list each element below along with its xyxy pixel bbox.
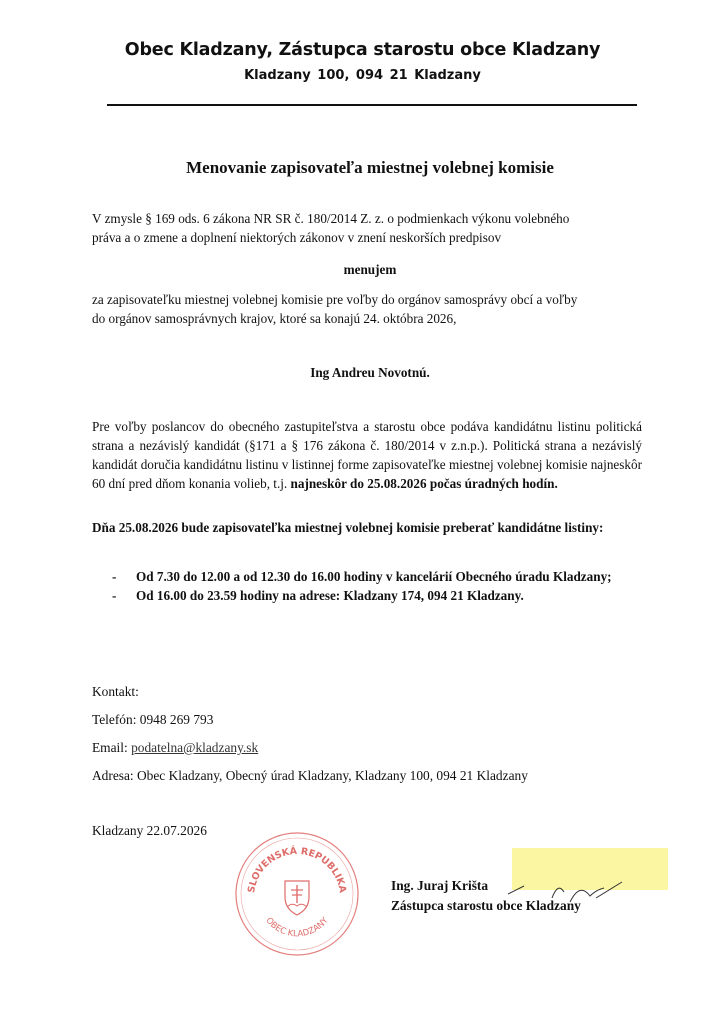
- contact-email-label: Email:: [92, 740, 128, 755]
- submission-paragraph: [92, 417, 642, 493]
- signatory-role: Zástupca starostu obce Kladzany: [391, 898, 581, 913]
- role-line-1: za zapisovateľku miestnej volebnej komisie pre voľby do orgánov samosprávy obcí a voľby: [92, 292, 578, 307]
- header-address: Kladzany 100, 094 21 Kladzany: [244, 68, 481, 83]
- header-title: Obec Kladzany, Zástupca starostu obce Kladzany: [124, 40, 601, 60]
- list-item: [112, 586, 644, 605]
- list-item-text: Od 7.30 do 12.00 a od 12.30 do 16.00 hodiny v kancelárií Obecného úradu Kladzany;: [136, 569, 612, 584]
- header-divider: [107, 104, 637, 106]
- contact-phone: Telefón: 0948 269 793: [92, 712, 214, 727]
- intro-line-2: práva a o zmene a doplnení niektorých zákonov v znení neskorších predpisov: [92, 230, 502, 245]
- official-stamp: [232, 829, 362, 959]
- role-paragraph: [92, 290, 642, 328]
- intro-paragraph: [92, 209, 642, 247]
- date-notice: Dňa 25.08.2026 bude zapisovateľka miestnej volebnej komisie preberať kandidátne listiny:: [92, 520, 604, 535]
- role-line-2: do orgánov samosprávnych krajov, ktoré sa konajú 24. októbra 2026,: [92, 311, 457, 326]
- submission-deadline: najneskôr do 25.08.2026 počas úradných hodín.: [290, 476, 558, 491]
- contact-label: Kontakt:: [92, 684, 139, 699]
- pickup-times-list: [112, 567, 644, 605]
- intro-line-1: V zmysle § 169 ods. 6 zákona NR SR č. 180/2014 Z. z. o podmienkach výkonu volebného: [92, 211, 570, 226]
- document-title: Menovanie zapisovateľa miestnej volebnej komisie: [186, 158, 554, 177]
- stamp-bottom-text: OBEC KLADZANY: [263, 915, 331, 940]
- list-dash: -: [112, 588, 117, 603]
- contact-email-row: [92, 740, 258, 756]
- handwritten-signature-icon: [500, 852, 660, 922]
- appoint-word: menujem: [343, 262, 397, 277]
- place-and-date: Kladzany 22.07.2026: [92, 823, 207, 838]
- contact-address: Adresa: Obec Kladzany, Obecný úrad Kladzany, Kladzany 100, 094 21 Kladzany: [92, 768, 528, 783]
- appointee-name: Ing Andreu Novotnú.: [310, 365, 430, 380]
- signatory-name: Ing. Juraj Krišta: [391, 878, 489, 893]
- stamp-top-text: SLOVENSKÁ REPUBLIKA: [246, 845, 348, 894]
- list-item-text: Od 16.00 do 23.59 hodiny na adrese: Kladzany 174, 094 21 Kladzany.: [136, 588, 524, 603]
- list-item: [112, 567, 644, 586]
- email-link[interactable]: podatelna@kladzany.sk: [131, 740, 259, 755]
- submission-text: Pre voľby poslancov do obecného zastupiteľstva a starostu obce podáva kandidátnu listinu politická strana a nezávislý kandidát (§171 a § 176 zákona č. 180/2014 v z.n.p.). Politická strana a nezávislý kandidát doručia kandidátnu listinu v listinnej forme zapisovateľke miestnej volebnej komisie najneskôr 60 dní pred dňom konania volieb, t.j.: [92, 419, 642, 491]
- coat-of-arms-icon: [285, 881, 309, 915]
- list-dash: -: [112, 569, 117, 584]
